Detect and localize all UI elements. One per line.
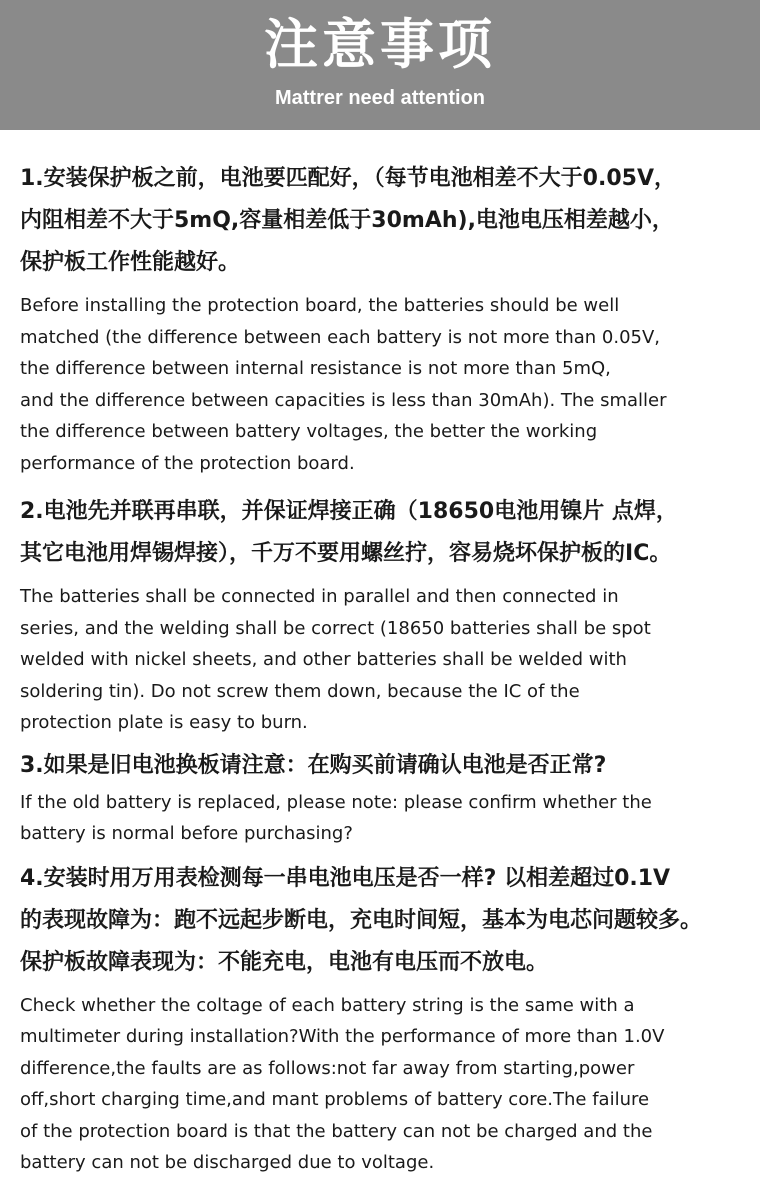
page-title: 注意事项 xyxy=(264,13,496,76)
page-subtitle: Mattrer need attention xyxy=(274,87,486,109)
note-2-english: The batteries shall be connected in parallel and then connected in series, and the welding shall be correct (18650 batteries shall be spot welded with nickel sheets, and other batteries shall be welded with soldering tin). Do not screw them down, because the IC of the protection plate is easy to burn. xyxy=(20,586,651,733)
note-section-3 xyxy=(20,745,740,850)
note-4-english: Check whether the coltage of each battery string is the same with a multimeter during installation?With the performance of more than 1.0V difference,the faults are as follows:not far away from starting,power off,short charging time,and mant problems of battery core.The failure of the protection board is that the battery can not be charged and the battery can not be discharged due to voltage. xyxy=(20,994,665,1173)
note-section-2 xyxy=(20,491,740,739)
note-section-1 xyxy=(20,158,740,479)
note-2-chinese: 2.电池先并联再串联，并保证焊接正确（18650电池用镍片 点焊， 其它电池用焊锡焊接），千万不要用螺丝拧，容易烧坏保护板的IC。 xyxy=(20,499,678,566)
notes-content xyxy=(0,158,760,1179)
header-banner xyxy=(0,0,760,130)
note-4-chinese: 4.安装时用万用表检测每一串电池电压是否一样? 以相差超过0.1V 的表现故障为：跑不远起步断电，充电时间短，基本为电芯问题较多。 保护板故障表现为：不能充电，电池有电压而不放电。 xyxy=(20,865,703,975)
note-section-4 xyxy=(20,858,740,1179)
note-3-english: If the old battery is replaced, please note: please confirm whether the battery is normal before purchasing? xyxy=(20,791,652,844)
note-1-english: Before installing the protection board, the batteries should be well matched (the difference between each battery is not more than 0.05V, the difference between internal resistance is not more than 5mQ, and the difference between capacities is less than 30mAh). The smaller the difference between battery voltages, the better the working performance of the protection board. xyxy=(20,295,667,474)
note-1-chinese: 1.安装保护板之前，电池要匹配好，（每节电池相差不大于0.05V， 内阻相差不大于5mQ,容量相差低于30mAh),电池电压相差越小， 保护板工作性能越好。 xyxy=(20,166,676,275)
note-3-chinese: 3.如果是旧电池换板请注意：在购买前请确认电池是否正常? xyxy=(20,752,607,778)
